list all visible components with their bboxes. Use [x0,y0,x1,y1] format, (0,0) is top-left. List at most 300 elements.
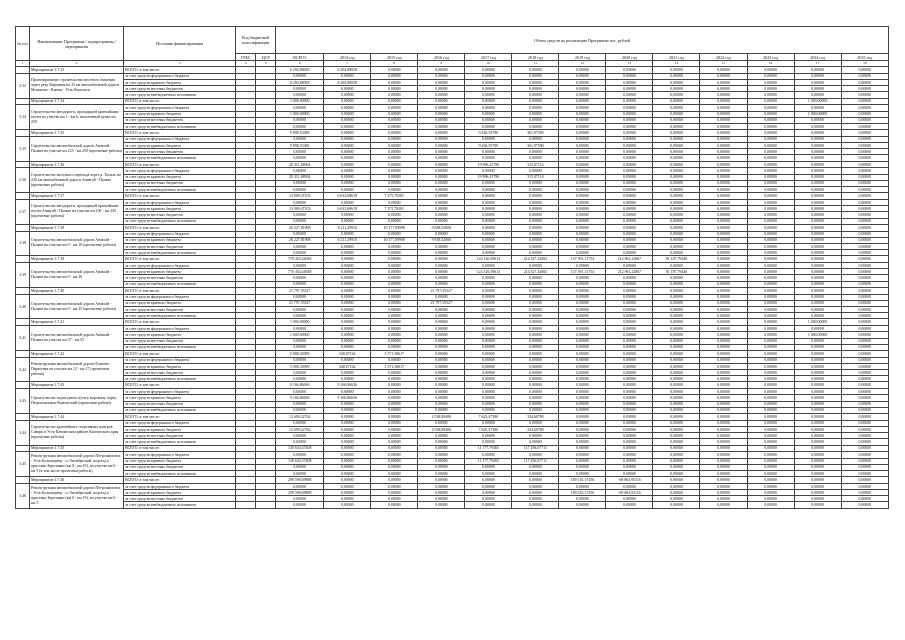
year-value-cell: 0,00000 [418,98,465,105]
year-value-cell: 0,00000 [841,382,888,389]
source-label: ВСЕГО, в том числе: [124,287,236,294]
year-value-cell: 0,00000 [700,199,747,205]
year-value-cell: 0,00000 [418,307,465,313]
year-value-cell: 0,00000 [324,490,371,496]
year-value-cell: 0,00000 [606,92,653,98]
year-value-cell: 0,00000 [700,389,747,395]
year-value-cell: 0,00000 [418,73,465,79]
year-value-cell: 0,00000 [841,307,888,313]
total-cell: 0,00000 [276,117,324,123]
header-volume: Объем средств на реализацию Программы тыс. рублей [276,27,889,54]
year-value-cell: 0,00000 [606,250,653,256]
year-value-cell: 0,00000 [653,300,700,306]
year-value-cell: 0,00000 [841,250,888,256]
source-label: за счет средств местных бюджетов [124,433,236,439]
year-value-cell: 0,00000 [371,338,418,344]
year-value-cell: 0,00000 [653,370,700,376]
year-value-cell: 0,00000 [794,313,841,319]
year-value-cell: 0,00000 [559,250,606,256]
year-value-cell: 0,00000 [700,111,747,117]
year-value-cell: 0,00000 [324,287,371,294]
year-value-cell: 21 797,55527 [418,300,465,306]
measure-title: Мероприятие 1.7.46 [30,477,124,484]
measure-number-blank [16,256,30,263]
year-value-cell: 0,00000 [747,363,794,369]
total-cell: 0,00000 [276,389,324,395]
year-value-cell: 0,00000 [841,407,888,413]
year-value-cell: 0,00000 [700,67,747,74]
year-value-cell: 0,00000 [794,376,841,382]
year-value-cell: 0,00000 [747,243,794,249]
source-label: за счет средств краевого бюджета [124,111,236,117]
year-value-cell: 0,00000 [371,123,418,129]
year-value-cell: 0,00000 [747,130,794,137]
year-value-cell: 0,00000 [841,300,888,306]
year-value-cell: 0,00000 [512,294,559,300]
year-value-cell: 0,00000 [841,458,888,464]
year-value-cell: 0,00000 [465,350,512,357]
year-value-cell: 0,00000 [324,344,371,350]
year-value-cell: 0,00000 [559,224,606,231]
year-value-cell: 0,00000 [700,414,747,421]
year-value-cell: 0,00000 [841,193,888,200]
year-value-cell: 0,00000 [559,92,606,98]
measure-number-blank [16,193,30,200]
source-label: ВСЕГО, в том числе: [124,382,236,389]
year-value-cell: 0,00000 [371,149,418,155]
year-value-cell: 0,00000 [512,250,559,256]
year-value-cell: 0,00000 [371,180,418,186]
year-value-cell: 0,00000 [324,212,371,218]
year-value-cell: 0,00000 [841,350,888,357]
year-value-cell: 0,00000 [418,376,465,382]
column-number: 7 [324,61,371,67]
year-value-cell: 0,00000 [794,73,841,79]
year-value-cell: 0,00000 [606,98,653,105]
year-value-cell: 0,00000 [465,193,512,200]
year-value-cell: 0,00000 [324,427,371,433]
measure-title: Мероприятие 1.7.44 [30,414,124,421]
year-value-cell: 348,87162 [324,363,371,369]
year-value-cell: 0,00000 [324,319,371,326]
year-value-cell: 0,00000 [418,161,465,168]
year-value-cell: 0,00000 [700,496,747,502]
total-cell: 0,00000 [276,420,324,426]
year-value-cell: 1 000,00000 [794,332,841,338]
year-value-cell: 0,00000 [653,496,700,502]
year-value-cell: 0,00000 [559,206,606,212]
year-value-cell: 0,00000 [841,332,888,338]
year-value-cell: 0,00000 [606,307,653,313]
year-value-cell: 0,00000 [653,350,700,357]
column-number: 12 [559,61,606,67]
year-value-cell: 0,00000 [371,319,418,326]
total-cell: 299 598,69888 [276,490,324,496]
year-value-cell: 0,00000 [371,464,418,470]
year-value-cell: 0,00000 [418,464,465,470]
measure-title: Мероприятие 1.7.35 [30,130,124,137]
measure-number-blank [16,130,30,137]
year-value-cell: 0,00000 [747,168,794,174]
header-year: 2016 год [418,54,465,61]
year-value-cell: 0,00000 [512,111,559,117]
source-label: за счет средств федерального бюджета [124,420,236,426]
year-value-cell: 0,00000 [512,344,559,350]
source-label: за счет средств местных бюджетов [124,338,236,344]
year-value-cell: 0,00000 [700,439,747,445]
source-label: за счет средств краевого бюджета [124,363,236,369]
year-value-cell: 0,00000 [653,161,700,168]
total-cell: 770 454,44948 [276,256,324,263]
column-number: 3 [124,61,236,67]
year-value-cell: 0,00000 [700,313,747,319]
total-cell: 0,00000 [276,180,324,186]
year-value-cell: 0,00000 [747,143,794,149]
year-value-cell: 0,00000 [653,363,700,369]
year-value-cell: 0,00000 [371,86,418,92]
year-value-cell: 0,00000 [841,490,888,496]
year-value-cell: 0,00000 [653,452,700,458]
year-value-cell: 0,00000 [371,143,418,149]
year-value-cell: -69 863,95116 [606,490,653,496]
year-value-cell: 0,00000 [747,250,794,256]
year-value-cell: 0,00000 [747,458,794,464]
year-value-cell: 0,00000 [559,496,606,502]
year-value-cell: 0,00000 [794,281,841,287]
year-value-cell: 0,00000 [841,395,888,401]
year-value-cell: 0,00000 [794,502,841,508]
year-value-cell: 0,00000 [418,363,465,369]
year-value-cell: 0,00000 [747,275,794,281]
measure-number-blank [16,67,30,74]
year-value-cell: 0,00000 [418,458,465,464]
year-value-cell: 0,00000 [747,401,794,407]
year-value-cell: 0,00000 [324,458,371,464]
year-value-cell: 0,00000 [700,98,747,105]
source-label: за счет средств местных бюджетов [124,464,236,470]
year-value-cell: 0,00000 [371,231,418,237]
grbs-cell [236,287,256,294]
csr-cell [256,319,276,326]
year-value-cell: 0,00000 [747,86,794,92]
total-cell: 0,00000 [276,502,324,508]
year-value-cell: 10 177,09998 [371,237,418,243]
year-value-cell: 0,00000 [418,168,465,174]
source-label: ВСЕГО, в том числе: [124,256,236,263]
year-value-cell: 0,00000 [794,199,841,205]
csr-cell [256,445,276,452]
year-value-cell: 10 177,09998 [371,224,418,231]
source-label: ВСЕГО, в том числе: [124,414,236,421]
source-label: за счет средств федерального бюджета [124,263,236,269]
year-value-cell: 0,00000 [653,218,700,224]
year-value-cell: 0,00000 [841,376,888,382]
measure-title-row [16,350,889,357]
total-cell: 0,00000 [276,357,324,363]
year-value-cell: 0,00000 [747,174,794,180]
year-value-cell: 0,00000 [465,389,512,395]
year-value-cell: 0,00000 [700,237,747,243]
measure-description: Строительство автомобильной дороги Анавгай - Палана на участке км 225 - км 250 (проектные работы) [30,136,124,161]
year-value-cell: 0,00000 [559,395,606,401]
year-value-cell: 0,00000 [465,464,512,470]
year-value-cell: 0,00000 [653,470,700,476]
year-value-cell: 0,00000 [841,256,888,263]
measure-number: 3.39 [16,263,30,288]
year-value-cell: 0,00000 [794,445,841,452]
year-value-cell: 9 166,86636 [324,395,371,401]
year-value-cell: 0,00000 [465,338,512,344]
year-value-cell: 0,00000 [794,427,841,433]
year-value-cell: 0,00000 [559,363,606,369]
year-value-cell: 0,00000 [700,263,747,269]
source-label: за счет средств федерального бюджета [124,73,236,79]
year-value-cell: 0,00000 [794,67,841,74]
total-cell: 0,00000 [276,307,324,313]
measure-number: 3.41 [16,326,30,351]
year-value-cell: 81 187,79440 [653,269,700,275]
table-body [16,67,889,509]
year-value-cell: 0,00000 [559,407,606,413]
csr-cell [256,224,276,231]
year-value-cell: 0,00000 [418,382,465,389]
total-cell: 6 294,88058 [276,79,324,85]
year-value-cell: 0,00000 [700,79,747,85]
year-value-cell: 0,00000 [653,307,700,313]
year-value-cell: 0,00000 [371,218,418,224]
year-value-cell: 0,00000 [371,344,418,350]
year-value-cell: 0,00000 [559,263,606,269]
year-value-cell: 0,00000 [324,73,371,79]
year-value-cell: 0,00000 [512,237,559,243]
year-value-cell: 0,00000 [606,407,653,413]
header-year: 2014 год [324,54,371,61]
year-value-cell: 0,00000 [747,357,794,363]
year-value-cell: 0,00000 [324,281,371,287]
measure-number: 3.32 [16,73,30,98]
year-value-cell: 0,00000 [606,79,653,85]
year-value-cell: 0,00000 [841,111,888,117]
header-year: 2024 год [794,54,841,61]
year-value-cell: 0,00000 [747,420,794,426]
year-value-cell: 0,00000 [512,483,559,489]
year-value-cell: 0,00000 [700,407,747,413]
year-value-cell: 0,00000 [841,389,888,395]
year-value-cell: 0,00000 [606,86,653,92]
measure-description: Строительство автомобильной дороги Анавгай - Палана на участке км 37 - км 55 [30,326,124,351]
year-value-cell: 0,00000 [559,427,606,433]
total-cell: 0,00000 [276,187,324,193]
year-value-cell: 0,00000 [512,490,559,496]
year-value-cell: 0,00000 [324,243,371,249]
year-value-cell: 19 996,41790 [465,174,512,180]
grbs-cell [236,161,256,168]
year-value-cell: 0,00000 [371,477,418,484]
year-value-cell: 0,00000 [653,231,700,237]
year-value-cell: 0,00000 [747,350,794,357]
year-value-cell: 0,00000 [747,307,794,313]
year-value-cell: 0,00000 [653,117,700,123]
total-cell: 0,00000 [276,168,324,174]
year-value-cell: 0,00000 [841,218,888,224]
year-value-cell: 0,00000 [512,86,559,92]
year-value-cell: 0,00000 [606,445,653,452]
source-label: за счет средств краевого бюджета [124,300,236,306]
measure-number: 3.35 [16,136,30,161]
year-value-cell: 0,00000 [606,427,653,433]
year-value-cell: 0,00000 [465,250,512,256]
year-value-cell: 0,00000 [606,344,653,350]
year-value-cell: 0,00000 [418,79,465,85]
header-grbs: ГРБС [236,54,256,61]
total-cell: 0,00000 [276,199,324,205]
year-value-cell: 0,00000 [794,224,841,231]
year-value-cell: 0,00000 [747,263,794,269]
total-cell: 1 000,00000 [276,111,324,117]
source-label: за счет средств федерального бюджета [124,452,236,458]
measure-title: Мероприятие 1.7.45 [30,445,124,452]
year-value-cell: 0,00000 [606,294,653,300]
year-value-cell: 0,00000 [465,117,512,123]
year-value-cell: 0,00000 [465,263,512,269]
measure-number-blank [16,161,30,168]
year-value-cell: 0,00000 [512,307,559,313]
year-value-cell: 0,00000 [841,313,888,319]
year-value-cell: 0,00000 [371,256,418,263]
source-label: за счет средств федерального бюджета [124,199,236,205]
year-value-cell: 0,00000 [841,357,888,363]
year-value-cell: 0,00000 [606,155,653,161]
year-value-cell: 0,00000 [559,502,606,508]
year-value-cell: 0,00000 [512,79,559,85]
measure-title-row [16,445,889,452]
year-value-cell: 0,00000 [841,231,888,237]
year-value-cell: 0,00000 [606,458,653,464]
year-value-cell: 0,00000 [371,168,418,174]
header-year: 2022 год [700,54,747,61]
year-value-cell: 0,00000 [700,180,747,186]
column-number: 9 [418,61,465,67]
year-value-cell: 0,00000 [371,212,418,218]
year-value-cell: 0,00000 [324,117,371,123]
total-cell: 0,00000 [276,376,324,382]
total-cell: 12 699,22762 [276,414,324,421]
year-value-cell: 0,00000 [465,243,512,249]
year-value-cell: 0,00000 [418,206,465,212]
source-label: за счет средств местных бюджетов [124,243,236,249]
year-value-cell: 0,00000 [794,401,841,407]
total-cell: 5 908,33099 [276,363,324,369]
year-value-cell: 0,00000 [418,338,465,344]
measure-title-row [16,161,889,168]
year-value-cell: 0,00000 [465,382,512,389]
year-value-cell: 6 633,68619 [324,206,371,212]
year-value-cell: 0,00000 [559,231,606,237]
year-value-cell: 0,00000 [794,218,841,224]
year-value-cell: 0,00000 [841,294,888,300]
year-value-cell: 5 571,38617 [371,350,418,357]
year-value-cell: 0,00000 [512,363,559,369]
year-value-cell: 0,00000 [324,143,371,149]
year-value-cell: -69 863,95116 [606,477,653,484]
year-value-cell: 0,00000 [606,357,653,363]
csr-cell [256,256,276,263]
year-value-cell: 0,00000 [747,98,794,105]
measure-number: 3.44 [16,420,30,445]
year-value-cell: 0,00000 [606,111,653,117]
year-value-cell: 0,00000 [794,136,841,142]
year-value-cell: 0,00000 [512,382,559,389]
measure-description: Реконструкция автомобильной дороги Петропавловск - Усть-Большерецк - п. Октябрьский, подъезд к пристани Березняки (км 0 - км 19), на участке км 0 - км 5 [30,483,124,508]
year-value-cell: 0,00000 [700,294,747,300]
year-value-cell: 0,00000 [559,294,606,300]
source-label: за счет средств внебюджетных источников [124,155,236,161]
year-value-cell: 7 275,78281 [371,193,418,200]
year-value-cell: 0,00000 [747,452,794,458]
source-label: за счет средств внебюджетных источников [124,123,236,129]
total-cell: 0,00000 [276,401,324,407]
year-value-cell: 0,00000 [465,111,512,117]
measure-title: Мероприятие 1.7.39 [30,256,124,263]
year-value-cell: 0,00000 [371,161,418,168]
year-value-cell: 0,00000 [606,73,653,79]
year-value-cell: 0,00000 [371,376,418,382]
year-value-cell: 0,00000 [794,206,841,212]
year-value-cell: 19 996,41790 [465,161,512,168]
year-value-cell: 0,00000 [418,174,465,180]
csr-cell [256,350,276,357]
year-value-cell: 0,00000 [700,73,747,79]
year-value-cell: 0,00000 [418,502,465,508]
year-value-cell: 0,00000 [559,73,606,79]
year-value-cell: 0,00000 [418,420,465,426]
year-value-cell: 0,00000 [841,212,888,218]
year-value-cell: 0,00000 [747,136,794,142]
measure-title-row [16,98,889,105]
year-value-cell: 0,00000 [747,313,794,319]
grbs-cell [236,477,256,484]
year-value-cell: 0,00000 [653,130,700,137]
year-value-cell: 0,00000 [559,382,606,389]
header-year: 2021 год [653,54,700,61]
year-value-cell: 0,00000 [841,401,888,407]
source-label: за счет средств внебюджетных источников [124,502,236,508]
total-cell: 0,00000 [276,452,324,458]
source-label: за счет средств краевого бюджета [124,395,236,401]
year-value-cell: 0,00000 [559,130,606,137]
total-cell: 0,00000 [276,313,324,319]
year-value-cell: 0,00000 [559,313,606,319]
year-value-cell: 0,00000 [418,439,465,445]
year-value-cell: 0,00000 [794,130,841,137]
year-value-cell: 0,00000 [465,313,512,319]
year-value-cell: 0,00000 [465,67,512,74]
measure-title: Мероприятие 1.7.38 [30,224,124,231]
year-value-cell: 0,00000 [324,483,371,489]
year-value-cell: 0,00000 [465,300,512,306]
year-value-cell: 0,00000 [324,123,371,129]
year-value-cell: 0,00000 [653,143,700,149]
year-value-cell: 0,00000 [841,117,888,123]
source-label: за счет средств федерального бюджета [124,294,236,300]
year-value-cell: 0,00000 [465,376,512,382]
header-year: 2025 год [841,54,888,61]
year-value-cell: 0,00000 [841,452,888,458]
year-value-cell: 0,00000 [418,136,465,142]
year-value-cell: 0,00000 [371,389,418,395]
year-value-cell: 0,00000 [371,382,418,389]
total-cell: 0,00000 [276,92,324,98]
